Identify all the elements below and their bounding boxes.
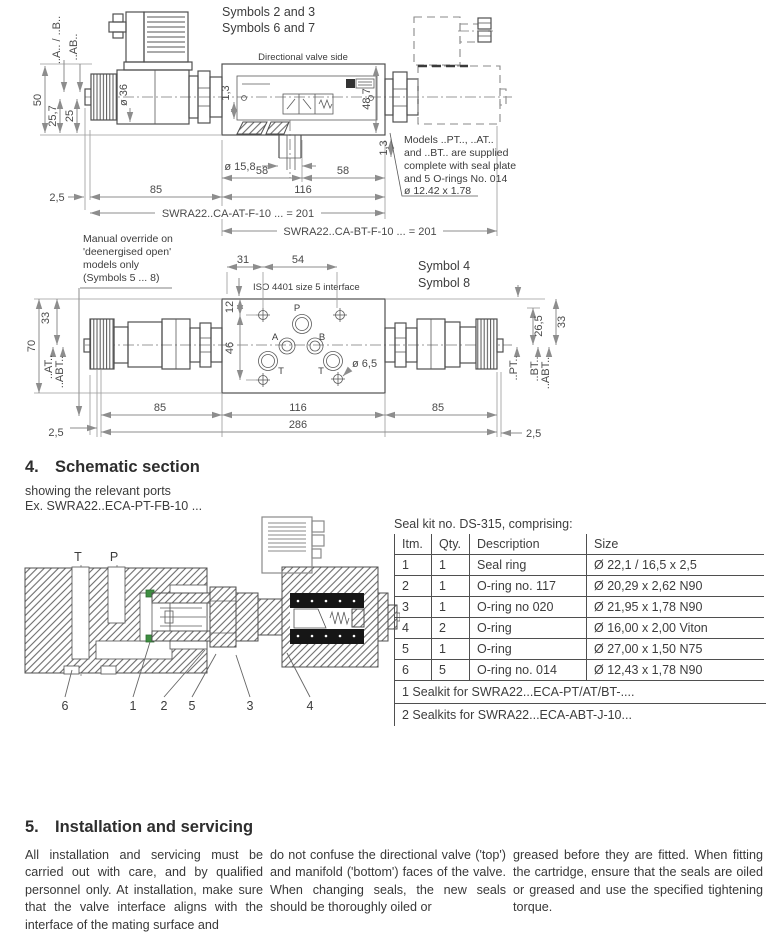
callout-6: 6 — [61, 699, 69, 713]
dim-2-5-left: 2,5 — [48, 427, 64, 439]
override-note-l4: (Symbols 5 ... 8) — [83, 272, 160, 284]
callout-1: 1 — [129, 699, 137, 713]
port-label-a: A — [271, 332, 279, 343]
cell-qty: 1 — [431, 555, 469, 576]
dim-58b: 58 — [336, 165, 350, 177]
dim-85: 85 — [149, 184, 163, 196]
cell-desc: Seal ring — [469, 555, 586, 576]
table-row — [394, 639, 766, 660]
dim-dia6-5: ø 6,5 — [352, 358, 378, 370]
dim-12: 12 — [224, 300, 236, 314]
col-header-description: Description — [469, 534, 586, 555]
seal-plate-note-l5: ø 12.42 x 1.78 — [404, 185, 472, 197]
section-port-p: P — [109, 550, 119, 564]
cell-qty: 1 — [431, 639, 469, 660]
right-solenoid-dashed — [385, 17, 506, 124]
cell-desc: O-ring — [469, 618, 586, 639]
section4-heading — [25, 458, 200, 477]
manifold-block — [25, 567, 207, 674]
section5-title: Installation and servicing — [55, 818, 254, 836]
dim-ports-ab: ..A.. / ..B.. — [51, 15, 63, 65]
port-label-b: B — [318, 332, 326, 343]
cell-desc: O-ring no. 014 — [469, 660, 586, 681]
port-label-t1: T — [278, 366, 284, 377]
section5-heading — [25, 818, 253, 837]
figure-schematic-section — [0, 505, 400, 720]
dim-25-7: 25,7 — [47, 105, 59, 127]
dim-85-left: 85 — [153, 402, 167, 414]
cell-size: Ø 27,00 x 1,50 N75 — [586, 639, 764, 660]
callout-4: 4 — [306, 699, 314, 713]
cell-qty: 1 — [431, 597, 469, 618]
dim-swra-at: SWRA22..CA-AT-F-10 ... = 201 — [161, 208, 315, 220]
dim-pt: ..PT.. — [508, 355, 520, 381]
left-din-connector — [109, 12, 192, 70]
override-note-l1: Manual override on — [83, 233, 173, 245]
dim-48-7: 48,7 — [361, 88, 373, 110]
dim-1-3-right: 1,3 — [378, 140, 390, 156]
dim-46: 46 — [224, 341, 236, 355]
section4-intro-1: showing the relevant ports — [25, 484, 171, 498]
seal-kit-title: Seal kit no. DS-315, comprising: — [394, 517, 573, 531]
left-solenoid — [84, 319, 222, 369]
cell-qty: 2 — [431, 618, 469, 639]
seal-plate-note-l2: and ..BT.. are supplied — [404, 147, 509, 159]
cell-size: Ø 21,95 x 1,78 N90 — [586, 597, 764, 618]
seal-kit-note-2: 2 Sealkits for SWRA22...ECA-ABT-J-10... — [394, 704, 766, 726]
cell-size: Ø 16,00 x 2,00 Viton — [586, 618, 764, 639]
override-note-l3: models only — [83, 259, 140, 271]
din-connector-section — [262, 517, 324, 573]
dim-2-5: 2,5 — [49, 192, 65, 204]
dim-26-5: 26,5 — [533, 315, 545, 337]
solenoid-section — [282, 567, 400, 667]
cell-desc: O-ring no. 117 — [469, 576, 586, 597]
dim-25: 25 — [64, 109, 76, 123]
section-port-t: T — [74, 550, 82, 564]
seal-kit-note-1: 1 Sealkit for SWRA22...ECA-PT/AT/BT-.... — [394, 681, 766, 704]
bolt-holes — [256, 308, 347, 387]
callout-2: 2 — [160, 699, 168, 713]
dim-ports-ab2: ..AB.. — [68, 33, 80, 61]
port-label-t2: T — [318, 366, 324, 377]
dim-85-right: 85 — [431, 402, 445, 414]
table-header-row — [394, 534, 766, 555]
figure-top-installation-drawing — [0, 0, 640, 248]
dim-70: 70 — [26, 339, 38, 353]
dim-bt: ..BT.. — [529, 356, 541, 382]
seal-kit-table — [394, 517, 766, 726]
section5-column-3: greased before they are fitted. When fitting the cartridge, ensure that the seals are oiled or greased and use the specified tightening torque. — [513, 848, 763, 915]
dim-50: 50 — [32, 93, 44, 107]
dim-abt-left: ..ABT.. — [54, 355, 66, 389]
caption-symbols-23: Symbols 2 and 3 — [222, 5, 316, 19]
dim-54: 54 — [291, 254, 305, 266]
dim-33-right: 33 — [556, 315, 568, 329]
table-row — [394, 618, 766, 639]
cell-itm: 1 — [394, 555, 431, 576]
cell-size: Ø 12,43 x 1,78 N90 — [586, 660, 764, 681]
cell-qty: 5 — [431, 660, 469, 681]
dim-58a: 58 — [255, 165, 269, 177]
dim-1-3-left: 1,3 — [220, 85, 232, 101]
section4-number: 4. — [25, 458, 39, 476]
cell-size: Ø 22,1 / 16,5 x 2,5 — [586, 555, 764, 576]
table-row — [394, 555, 766, 576]
cell-itm: 6 — [394, 660, 431, 681]
cell-desc: O-ring — [469, 639, 586, 660]
cell-size: Ø 20,29 x 2,62 N90 — [586, 576, 764, 597]
section4-intro-2: Ex. SWRA22..ECA-PT-FB-10 ... — [25, 499, 203, 513]
cartridge — [152, 587, 282, 647]
col-header-size: Size — [586, 534, 764, 555]
iso-interface-label: ISO 4401 size 5 interface — [253, 282, 360, 293]
seal-plate-note-l1: Models ..PT.., ..AT.. — [404, 134, 494, 146]
dim-abt-right: ..ABT.. — [540, 356, 552, 390]
section5-number: 5. — [25, 818, 39, 836]
dim-116: 116 — [294, 184, 312, 196]
valve-body-bottom-view — [222, 299, 385, 393]
port-label-p: P — [293, 303, 301, 314]
section5-column-2: do not confuse the directional valve ('top') and manifold ('bottom') faces of the valve. When changing seals, the new seals should be thoroughly oiled or — [270, 848, 506, 915]
caption-symbol-8: Symbol 8 — [418, 276, 471, 290]
right-solenoid — [385, 319, 503, 369]
callout-5: 5 — [188, 699, 196, 713]
cell-itm: 2 — [394, 576, 431, 597]
cell-desc: O-ring no 020 — [469, 597, 586, 618]
dim-31: 31 — [236, 254, 250, 266]
brand-logo-icon — [346, 79, 355, 88]
table-row — [394, 597, 766, 618]
dim-at: ..AT.. — [43, 354, 55, 380]
caption-symbol-4: Symbol 4 — [418, 259, 471, 273]
seal-plate-note-l3: complete with seal plate — [404, 160, 517, 172]
dim-286: 286 — [288, 419, 308, 431]
callout-3: 3 — [246, 699, 254, 713]
cell-qty: 1 — [431, 576, 469, 597]
dim-dia36: ø 36 — [118, 83, 130, 107]
col-header-itm: Itm. — [394, 534, 431, 555]
col-header-qty: Qty. — [431, 534, 469, 555]
valve-side-label: Directional valve side — [258, 52, 348, 63]
table-row — [394, 576, 766, 597]
dim-116: 116 — [289, 402, 307, 414]
cell-itm: 4 — [394, 618, 431, 639]
dim-2-5-right: 2,5 — [526, 428, 542, 440]
override-note-l2: 'deenergised open' — [83, 246, 172, 258]
dim-swra-bt: SWRA22..CA-BT-F-10 ... = 201 — [283, 226, 437, 238]
figure-interface-drawing — [0, 230, 640, 455]
cell-itm: 3 — [394, 597, 431, 618]
cell-itm: 5 — [394, 639, 431, 660]
table-row — [394, 660, 766, 681]
dim-33-left: 33 — [40, 311, 52, 325]
caption-symbols-67: Symbols 6 and 7 — [222, 21, 316, 35]
dim-dia15-8: ø 15,8 — [224, 161, 256, 173]
section4-title: Schematic section — [55, 458, 200, 476]
section5-column-1: All installation and servicing must be carried out with care, and by qualified personnel only. At installation, make sure that the valve interface aligns with the interface of the mating surface and — [25, 848, 263, 932]
seal-plate-note-l4: and 5 O-rings No. 014 — [404, 173, 508, 185]
